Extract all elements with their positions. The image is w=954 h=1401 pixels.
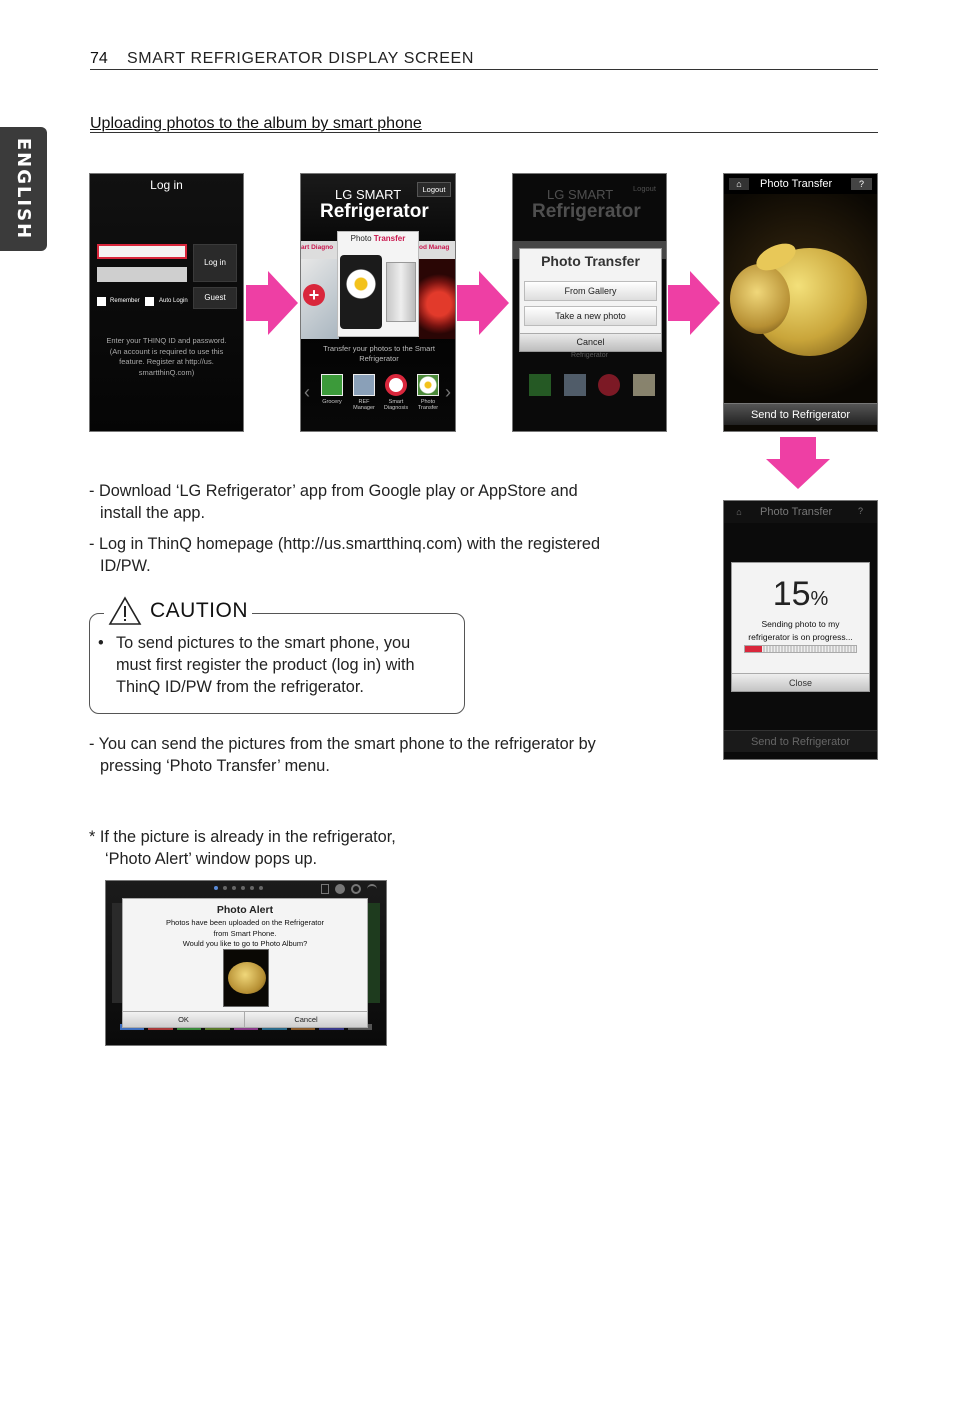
percent-value: 15 <box>772 575 811 613</box>
smart-diagnosis-icon <box>385 374 407 396</box>
photo-transfer-dialog <box>519 248 662 352</box>
paragraph-line: ID/PW. <box>100 557 151 575</box>
progress-fill <box>745 646 762 652</box>
background-tiles-right <box>368 903 380 1003</box>
paragraph-line: install the app. <box>100 504 205 522</box>
alert-cancel-button[interactable] <box>245 1011 367 1027</box>
ref-manager-icon <box>353 374 375 396</box>
home-icon[interactable]: ⌂ <box>729 178 749 190</box>
cloud-icon <box>335 884 345 894</box>
wifi-icon <box>367 884 377 894</box>
settings-icon <box>351 884 361 894</box>
photo-transfer-icon <box>633 374 655 396</box>
from-gallery-button[interactable] <box>524 281 657 301</box>
carousel-right-tab: od Manag <box>419 244 450 251</box>
paragraph-download <box>89 480 689 524</box>
login-info-line: smartthinQ.com) <box>138 367 195 377</box>
alert-message-line: from Smart Phone. <box>213 928 277 938</box>
lock-icon <box>321 884 329 894</box>
page-dot <box>223 886 227 890</box>
under-text: Refrigerator <box>571 352 608 359</box>
login-screen <box>89 173 244 432</box>
paragraph-line: * If the picture is already in the refrigerator, <box>89 828 396 846</box>
page-dot <box>250 886 254 890</box>
app-label: Photo Transfer <box>417 399 439 411</box>
card-title-1: Photo <box>350 234 372 243</box>
paragraph-line: - Download ‘LG Refrigerator’ app from Google play or AppStore and <box>89 482 578 500</box>
alert-thumbnail <box>223 949 269 1007</box>
home-icon: ⌂ <box>736 507 742 517</box>
photo-alert-screen <box>105 880 387 1046</box>
card-title-2: Transfer <box>373 234 406 243</box>
caution-line: must first register the product (log in) with <box>116 656 415 674</box>
help-button[interactable] <box>851 178 872 190</box>
logout-label: Logout <box>422 185 446 194</box>
app-label: Grocery <box>322 399 342 405</box>
app-home-screen <box>300 173 456 432</box>
logout-dim: Logout <box>633 184 656 193</box>
caution-bullet: • <box>98 634 104 652</box>
paragraph-line: - Log in ThinQ homepage (http://us.smartthinq.com) with the registered <box>89 535 600 553</box>
arrow-right-icon <box>457 271 509 335</box>
home-caption-line: Transfer your photos to the Smart <box>323 344 435 353</box>
app-label: REF Manager <box>353 399 375 411</box>
section-title: SMART REFRIGERATOR DISPLAY SCREEN <box>127 50 474 67</box>
phone-image <box>340 255 382 329</box>
arrow-down-icon <box>766 437 830 489</box>
guest-button-label: Guest <box>204 293 226 302</box>
warning-icon <box>108 596 142 626</box>
remember-checkbox[interactable] <box>97 297 106 306</box>
cancel-label: Cancel <box>576 337 605 347</box>
send-label-dim: Send to Refrigerator <box>750 736 851 748</box>
paragraph-line: pressing ‘Photo Transfer’ menu. <box>100 757 330 775</box>
home-caption-line: Refrigerator <box>359 354 399 363</box>
progress-percent <box>732 575 869 614</box>
app-item[interactable] <box>413 374 443 418</box>
id-input[interactable] <box>97 244 187 259</box>
take-photo-label: Take a new photo <box>555 311 626 321</box>
alert-title: Photo Alert <box>216 904 274 916</box>
dialog-title: Photo Transfer <box>541 253 640 269</box>
page-dot <box>241 886 245 890</box>
progress-bar <box>744 645 857 653</box>
section-heading: Uploading photos to the album by smart phone <box>90 115 422 132</box>
page-dot <box>232 886 236 890</box>
progress-dialog <box>731 562 870 692</box>
cancel-button[interactable] <box>520 333 661 351</box>
progress-message-line: refrigerator is on progress... <box>748 632 853 642</box>
app-label: Smart Diagnosis <box>383 399 409 411</box>
close-label: Close <box>788 678 812 688</box>
caution-header <box>104 596 252 626</box>
send-to-refrigerator-button-dim <box>724 730 877 752</box>
help-label: ? <box>858 506 864 516</box>
paragraph-login <box>89 533 689 577</box>
photo-preview-screen <box>723 173 878 432</box>
percent-sign: % <box>810 588 829 610</box>
login-button[interactable] <box>193 244 237 282</box>
progress-screen-title: Photo Transfer <box>760 506 833 518</box>
logout-button[interactable] <box>417 182 451 197</box>
status-icons <box>321 884 383 896</box>
login-info-line: Enter your THINQ ID and password. <box>106 336 227 345</box>
carousel-right-image <box>419 259 456 339</box>
caution-text <box>96 632 461 698</box>
login-title: Log in <box>150 178 183 192</box>
upload-progress-screen <box>723 500 878 760</box>
language-tab <box>0 127 47 251</box>
caution-line: ThinQ ID/PW from the refrigerator. <box>116 678 364 696</box>
app-item[interactable] <box>381 374 411 418</box>
paragraph-note <box>89 826 689 870</box>
chevron-left-icon[interactable]: ‹ <box>304 382 310 402</box>
fridge-image <box>386 262 416 322</box>
auto-login-checkbox[interactable] <box>145 297 154 306</box>
page-dot <box>214 886 218 890</box>
daisy-icon <box>346 269 376 299</box>
page-number: 74 <box>90 50 108 67</box>
photo-transfer-icon <box>417 374 439 396</box>
password-input[interactable] <box>97 267 187 282</box>
brand-small: LG SMART <box>335 187 402 202</box>
login-info-line: (An account is required to use this <box>109 346 224 356</box>
arrow-right-icon <box>668 271 720 335</box>
photo-transfer-card[interactable] <box>337 231 419 337</box>
progress-message-line: Sending photo to my <box>761 619 840 629</box>
alert-message <box>123 918 367 950</box>
ref-manager-icon <box>564 374 586 396</box>
login-button-label: Log in <box>204 258 226 267</box>
ok-label: OK <box>178 1015 189 1024</box>
help-label: ? <box>858 179 864 189</box>
photo-transfer-dialog-screen <box>512 173 667 432</box>
smart-diagnosis-icon <box>598 374 620 396</box>
paragraph-line: - You can send the pictures from the smart phone to the refrigerator by <box>89 735 596 753</box>
grocery-icon <box>321 374 343 396</box>
take-photo-button[interactable] <box>524 306 657 326</box>
medical-cross-icon: + <box>303 284 325 306</box>
close-button[interactable] <box>732 673 869 691</box>
send-label: Send to Refrigerator <box>750 409 851 421</box>
brand-large: Refrigerator <box>320 201 429 222</box>
card-title <box>338 234 418 243</box>
guest-button[interactable] <box>193 287 237 309</box>
photo-screen-title: Photo Transfer <box>760 178 833 190</box>
page-dots <box>214 886 274 892</box>
section-rule <box>90 132 878 133</box>
paragraph-send <box>89 733 689 777</box>
app-item[interactable] <box>317 374 347 418</box>
chevron-right-icon[interactable]: › <box>445 382 451 402</box>
ok-button[interactable] <box>123 1011 245 1027</box>
caution-line: To send pictures to the smart phone, you <box>116 634 411 652</box>
dim-app-row <box>529 374 655 396</box>
header-rule <box>90 69 878 70</box>
login-info-line: feature. Register at http://us. <box>119 357 214 366</box>
photo-alert-dialog <box>122 898 368 1028</box>
alert-cancel-label: Cancel <box>294 1015 318 1024</box>
sheep-photo <box>730 232 870 364</box>
arrow-right-icon <box>246 271 298 335</box>
caution-label: CAUTION <box>150 599 248 622</box>
brand-large-dim: Refrigerator <box>532 201 641 222</box>
auto-login-label: Auto Login <box>159 298 188 304</box>
paragraph-line: ‘Photo Alert’ window pops up. <box>105 850 318 868</box>
page-dot <box>259 886 263 890</box>
sheep-thumbnail <box>228 962 266 994</box>
app-item[interactable] <box>349 374 379 418</box>
alert-message-line: Photos have been uploaded on the Refrigerator <box>165 918 325 927</box>
progress-message <box>732 618 869 644</box>
carousel-left-tab: art Diagno <box>301 244 334 251</box>
alert-message-line: Would you like to go to Photo Album? <box>182 939 308 948</box>
language-tab-label: ENGLISH <box>13 137 34 241</box>
send-to-refrigerator-button[interactable] <box>724 403 877 425</box>
remember-label: Remember <box>110 298 140 304</box>
home-caption <box>301 344 456 364</box>
grocery-icon <box>529 374 551 396</box>
login-info <box>90 336 243 378</box>
brand-small-dim: LG SMART <box>547 187 614 202</box>
sheep-head <box>730 264 790 334</box>
app-tray <box>317 374 443 418</box>
from-gallery-label: From Gallery <box>564 286 617 296</box>
